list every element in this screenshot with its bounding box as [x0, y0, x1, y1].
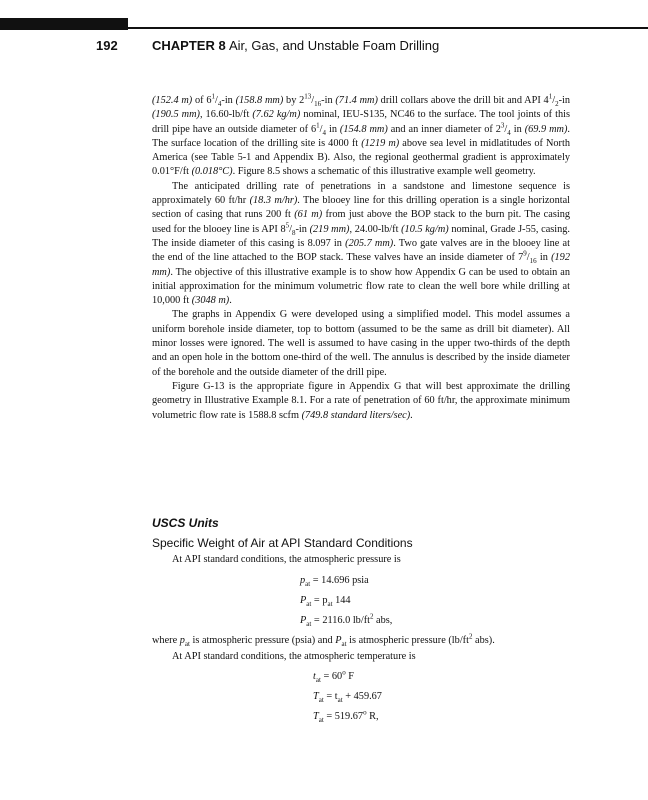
- chapter-title: Air, Gas, and Unstable Foam Drilling: [229, 38, 440, 53]
- paragraph: The graphs in Appendix G were developed using a simplified model. This model assumes a uniform borehole inside diameter, top to bottom (assumed to be the same as drill bit diameter). All minor losses were ignored. The well is assumed to have casing in the upper two-thirds of the depth and an open hole in the bottom one-third of the well. The annulus is described by the inside diameter of the borehole and the outside diameter of the drill pipe.: [152, 309, 570, 378]
- where-text: where $p_{at}$ is atmospheric pressure (psia) and $P_{at}$ is atmospheric pressure ($lb/ft^2$ abs).: [152, 632, 495, 649]
- equation: $p_{at} = 14.696$ psia: [300, 575, 369, 589]
- pressure-intro: At API standard conditions, the atmospheric pressure is: [172, 554, 401, 565]
- equation: $T_{at} = t_{at} + 459.67$: [313, 691, 382, 705]
- subsection-heading: Specific Weight of Air at API Standard Conditions: [152, 536, 413, 550]
- equation: $T_{at} = 519.67^o$ R,: [313, 708, 379, 725]
- paragraph: (152.4 m) of $6^1/_4-in$ (158.8 mm) by $2^{13}/_{16}-in$ (71.4 mm) drill collars above the drill bit and API $4^1/_2-in$ (190.5 mm), 16.60-lb/ft (7.62 kg/m) nominal, IEU-S135, NC46 to the surface. The tool joints of this drill pipe have an outside diameter of $6^1/_4$ in (154.8 mm) and an inner diameter of $2^3/_4$ in (69.9 mm). The surface location of the drilling site is 4000 ft (1219 m) above sea level in midlatitudes of North America (see Table 5-1 and Appendix B). Also, the regional geothermal gradient is approximately 0.01°F/ft (0.018°C). Figure 8.5 shows a schematic of this illustrative example well geometry.: [152, 92, 571, 178]
- equation: $P_{at} = p_{at}$ 144: [300, 595, 351, 609]
- page-number: 192: [96, 38, 118, 53]
- equation: $P_{at} = 2116.0$ $lb/ft^2$ abs,: [300, 612, 393, 629]
- section-heading: USCS Units: [152, 516, 219, 530]
- temperature-intro: At API standard conditions, the atmospheric temperature is: [172, 651, 416, 662]
- paragraph: Figure G-13 is the appropriate figure in Appendix G that will best approximate the drilling geometry in Illustrative Example 8.1. For a rate of penetration of 60 ft/hr, the approximate minimum volumetric flow rate is 1588.8 scfm (749.8 standard liters/sec).: [152, 380, 570, 421]
- paragraph: The anticipated drilling rate of penetrations in a sandstone and limestone sequence is approximately 60 ft/hr (18.3 m/hr). The blooey line for this drilling operation is a single horizontal section of casing that runs 200 ft (61 m) from just above the BOP stack to the burn pit. The casing used for the blooey line is API $8^5/_8-in$ (219 mm), 24.00-lb/ft (10.5 kg/m) nominal, Grade J-55, casing. The inside diameter of this casing is 8.097 in (205.7 mm). Two gate valves are in the blooey line at the end of the line attached to the BOP stack. These valves have an inside diameter of $7^9/_{16}$ in (192 mm). The objective of this illustrative example is to show how Appendix G can be used to obtain an initial approximation for the minimum volumetric flow rate to clean the well bore while drilling at 10,000 ft (3048 m).: [152, 180, 571, 307]
- equation: $t_{at} = 60^o$ F: [313, 668, 355, 685]
- body-text: [152, 94, 570, 423]
- running-header: [0, 38, 648, 56]
- header-rule: [128, 27, 648, 29]
- header-bar: [0, 18, 128, 30]
- chapter-label: CHAPTER 8: [152, 38, 226, 53]
